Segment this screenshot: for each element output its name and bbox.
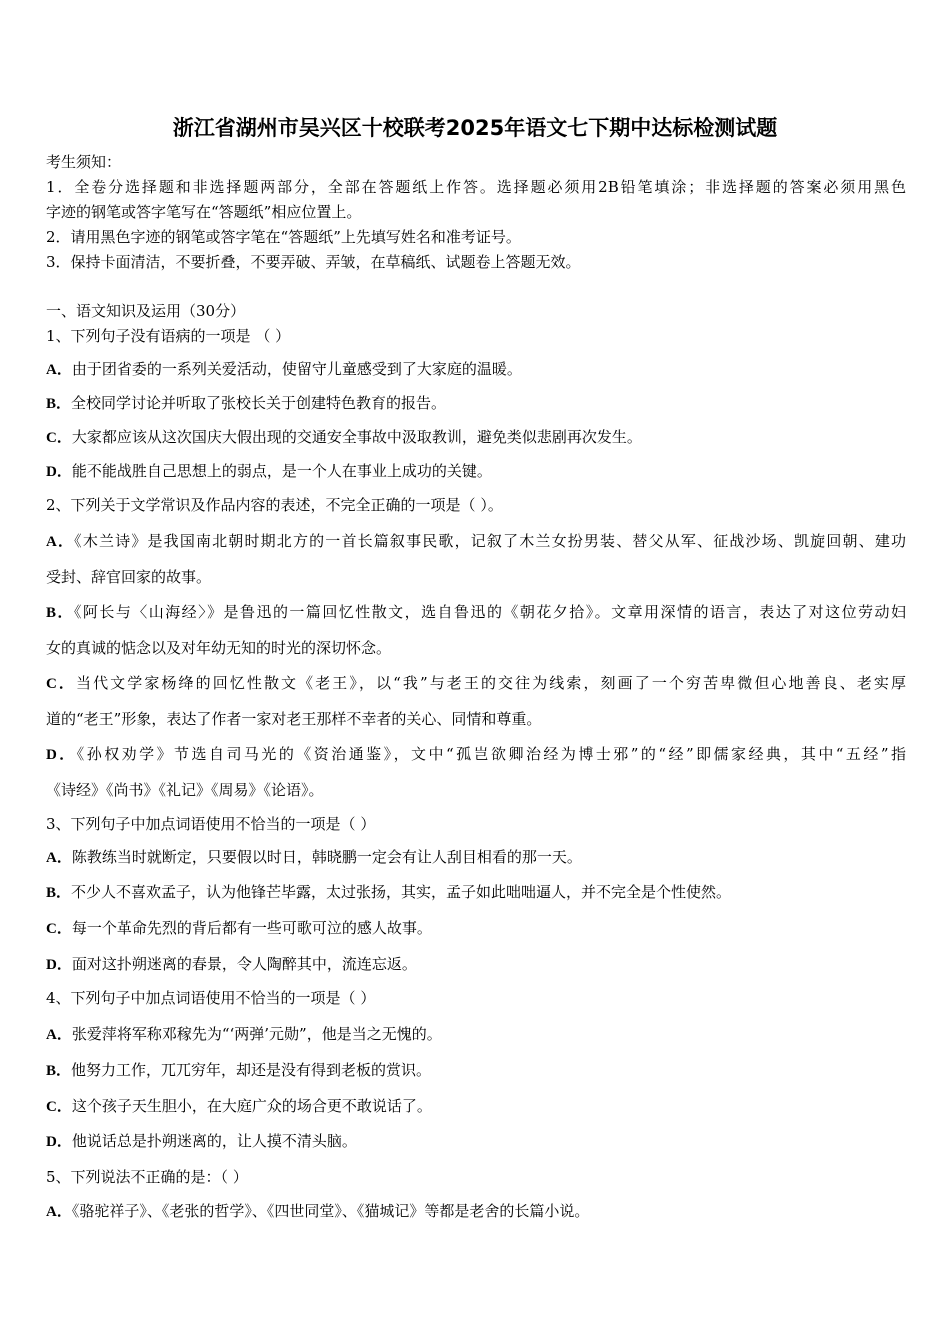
option-letter: A． — [46, 534, 75, 550]
option-letter: D． — [46, 464, 72, 480]
option-text: 大家都应该从这次国庆大假出现的交通安全事故中汲取教训，避免类似悲剧再次发生。 — [71, 428, 642, 446]
q5-stem: 5、下列说法不正确的是：（ ） — [46, 1168, 248, 1186]
notice-item-2: 2．请用黑色字迹的钢笔或答字笔在“答题纸”上先填写姓名和准考证号。 — [46, 228, 521, 246]
q3-option-a — [46, 847, 906, 868]
option-text: 当代文学家杨绛的回忆性散文《老王》，以“我”与老王的交往为线索，刻画了一个穷苦卑微但心地善良、老实厚 — [76, 674, 906, 692]
option-text: 陈教练当时就断定，只要假以时日，韩晓鹏一定会有让人刮目相看的那一天。 — [71, 848, 582, 866]
page-title: 浙江省湖州市吴兴区十校联考2025年语文七下期中达标检测试题 — [172, 116, 778, 140]
q2-stem: 2、下列关于文学常识及作品内容的表述，不完全正确的一项是（ ）。 — [46, 496, 503, 514]
q3-stem: 3、下列句子中加点词语使用不恰当的一项是（ ） — [46, 815, 376, 833]
option-text: 这个孩子天生胆小，在大庭广众的场合更不敢说话了。 — [71, 1097, 432, 1115]
q4-option-b — [46, 1060, 906, 1081]
option-text: 他努力工作，兀兀穷年，却还是没有得到老板的赏识。 — [71, 1061, 432, 1079]
q3-option-c — [46, 918, 906, 939]
q1-stem: 1、下列句子没有语病的一项是 （ ） — [46, 327, 291, 345]
option-letter: B． — [46, 396, 72, 412]
notice-item-1-line-2: 字迹的钢笔或答字笔写在“答题纸”相应位置上。 — [46, 203, 362, 221]
notice-item-3: 3．保持卡面清洁，不要折叠，不要弄破、弄皱，在草稿纸、试题卷上答题无效。 — [46, 253, 581, 271]
q2-option-b-line-1 — [46, 602, 906, 623]
option-letter: C． — [46, 1099, 72, 1115]
q2-option-d-line-2: 《诗经》《尚书》《礼记》《周易》《论语》。 — [46, 781, 324, 799]
q2-option-a-line-2: 受封、辞官回家的故事。 — [46, 568, 212, 586]
notice-item-1-line-1: 1．全卷分选择题和非选择题两部分，全部在答题纸上作答。选择题必须用2B铅笔填涂；非选择题的答案必须用黑色 — [46, 178, 906, 196]
option-letter: D． — [46, 957, 72, 973]
q4-stem: 4、下列句子中加点词语使用不恰当的一项是（ ） — [46, 989, 376, 1007]
q1-option-d — [46, 461, 906, 482]
option-letter: B． — [46, 605, 74, 621]
option-text: 面对这扑朔迷离的春景，令人陶醉其中，流连忘返。 — [71, 955, 417, 973]
option-letter: B． — [46, 885, 72, 901]
option-letter: A． — [46, 1204, 72, 1220]
option-text: 《木兰诗》是我国南北朝时期北方的一首长篇叙事民歌，记叙了木兰女扮男装、替父从军、征战沙场、凯旋回朝、建功 — [74, 532, 906, 550]
q1-option-a — [46, 359, 906, 380]
q1-option-b — [46, 393, 906, 414]
q1-option-c — [46, 427, 906, 448]
option-letter: B． — [46, 1063, 72, 1079]
q4-option-d — [46, 1131, 906, 1152]
q4-option-a — [46, 1024, 906, 1045]
option-letter: D． — [46, 747, 77, 763]
option-text: 由于团省委的一系列关爱活动，使留守儿童感受到了大家庭的温暖。 — [71, 360, 522, 378]
option-text: 张爱萍将军称邓稼先为“‘两弹’元勋”，他是当之无愧的。 — [71, 1025, 442, 1043]
q2-option-b-line-2: 女的真诚的惦念以及对年幼无知的时光的深切怀念。 — [46, 639, 392, 657]
option-letter: A． — [46, 1027, 72, 1043]
option-text: 他说话总是扑朔迷离的，让人摸不清头脑。 — [71, 1132, 357, 1150]
option-letter: A． — [46, 362, 72, 378]
option-letter: C． — [46, 676, 77, 692]
option-text: 不少人不喜欢孟子，认为他锋芒毕露，太过张扬，其实，孟子如此咄咄逼人，并不完全是个性使然。 — [71, 883, 732, 901]
notice-heading: 考生须知： — [46, 153, 122, 171]
q2-option-a-line-1 — [46, 531, 906, 552]
q2-option-c-line-2: 道的“老王”形象，表达了作者一家对老王那样不幸者的关心、同情和尊重。 — [46, 710, 542, 728]
option-text: 每一个革命先烈的背后都有一些可歌可泣的感人故事。 — [71, 919, 432, 937]
q3-option-d — [46, 954, 906, 975]
option-letter: A． — [46, 850, 72, 866]
option-letter: C． — [46, 921, 72, 937]
option-letter: C． — [46, 430, 72, 446]
option-text: 《骆驼祥子》、《老张的哲学》、《四世同堂》、《猫城记》等都是老舍的长篇小说。 — [71, 1202, 590, 1220]
q2-option-c-line-1 — [46, 673, 906, 694]
q4-option-c — [46, 1096, 906, 1117]
option-text: 《阿长与〈山海经〉》是鲁迅的一篇回忆性散文，选自鲁迅的《朝花夕拾》。文章用深情的语言，表达了对这位劳动妇 — [73, 603, 906, 621]
q2-option-d-line-1 — [46, 744, 906, 765]
option-letter: D． — [46, 1134, 72, 1150]
section-1-heading: 一、语文知识及运用（30分） — [46, 302, 246, 320]
option-text: 能不能战胜自己思想上的弱点，是一个人在事业上成功的关键。 — [71, 462, 492, 480]
q3-option-b — [46, 882, 906, 903]
option-text: 《孙权劝学》节选自司马光的《资治通鉴》，文中“孤岂欲卿治经为博士邪”的“经”即儒家经典，其中“五经”指 — [76, 745, 906, 763]
option-text: 全校同学讨论并听取了张校长关于创建特色教育的报告。 — [71, 394, 447, 412]
q5-option-a — [46, 1201, 906, 1222]
